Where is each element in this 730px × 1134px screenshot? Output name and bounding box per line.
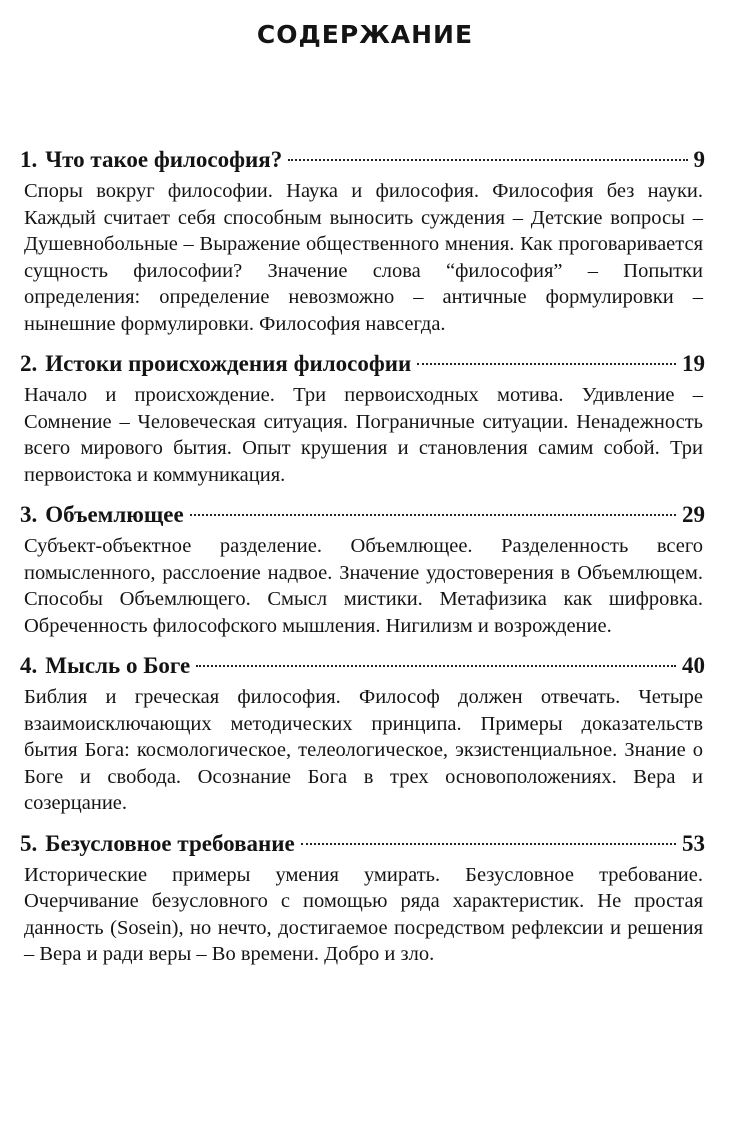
chapter-number: 2.: [20, 351, 38, 376]
toc-entry-3: [20, 500, 705, 639]
page-number: 9: [693, 147, 705, 172]
chapter-number: 3.: [20, 502, 38, 527]
dot-leader: [196, 665, 676, 667]
chapter-summary: Исторические примеры умения умирать. Безусловное требование. Очерчивание безусловного с помощью ряда характеристик. Не простая данность (Sosein), но нечто, достигаемое посредством рефлексии и решения – Вера и ради веры – Во времени. Добро и зло.: [24, 863, 703, 965]
chapter-number: 5.: [20, 830, 38, 856]
toc-entry-5: [20, 829, 705, 968]
chapter-title: Что такое философия?: [45, 147, 283, 172]
toc-entry-1: [20, 145, 705, 337]
chapter-title: Объемлющее: [45, 502, 184, 527]
toc-entry-heading[interactable]: [20, 349, 705, 379]
chapter-summary: Начало и происхождение. Три первоисходных мотива. Удивление – Сомнение – Человеческая ситуация. Пограничные ситуации. Ненадежность всего мирового бытия. Опыт крушения и становления самим собой. Три первоистока и коммуникация.: [24, 384, 703, 486]
toc-entry-heading[interactable]: [20, 651, 705, 681]
dot-leader: [417, 363, 676, 365]
page-title: СОДЕРЖАНИЕ: [256, 20, 474, 49]
toc-entry-heading[interactable]: [20, 500, 705, 530]
page-number: 29: [682, 502, 705, 527]
chapter-summary: Споры вокруг философии. Наука и философия. Философия без науки. Каждый считает себя способным выносить суждения – Детские вопросы – Душевнобольные – Выражение общественного мнения. Как проговаривается сущность философии? Значение слова “философия” – Попытки определения: определение невозможно – античные формулировки – нынешние формулировки. Философия навсегда.: [24, 180, 703, 335]
chapter-title: Мысль о Боге: [45, 653, 191, 678]
dot-leader: [301, 843, 676, 845]
dot-leader: [190, 514, 676, 516]
page-number: 53: [682, 830, 705, 856]
toc-entry-heading[interactable]: [20, 829, 705, 859]
page-number: 40: [682, 653, 705, 678]
chapter-summary: Субъект-объектное разделение. Объемлющее. Разделенность всего помысленного, расслоение надвое. Значение удостоверения в Объемлющем. Способы Объемлющего. Смысл мистики. Метафизика как шифровка. Обреченность философского мышления. Нигилизм и возрождение.: [24, 535, 703, 637]
dot-leader: [288, 159, 687, 161]
toc-entry-2: [20, 349, 705, 488]
chapter-summary: Библия и греческая философия. Философ должен отвечать. Четыре взаимоисключающих методических принципа. Примеры доказательств бытия Бога: космологическое, телеологическое, экзистенциальное. Знание о Боге и свобода. Осознание Бога в трех основоположениях. Вера и созерцание.: [24, 686, 703, 814]
chapter-number: 1.: [20, 147, 38, 172]
chapter-number: 4.: [20, 653, 38, 678]
chapter-title: Истоки происхождения философии: [45, 351, 412, 376]
chapter-title: Безусловное требование: [45, 830, 295, 856]
table-of-contents: [20, 145, 705, 980]
toc-entry-heading[interactable]: [20, 145, 705, 175]
page-number: 19: [682, 351, 705, 376]
toc-entry-4: [20, 651, 705, 817]
